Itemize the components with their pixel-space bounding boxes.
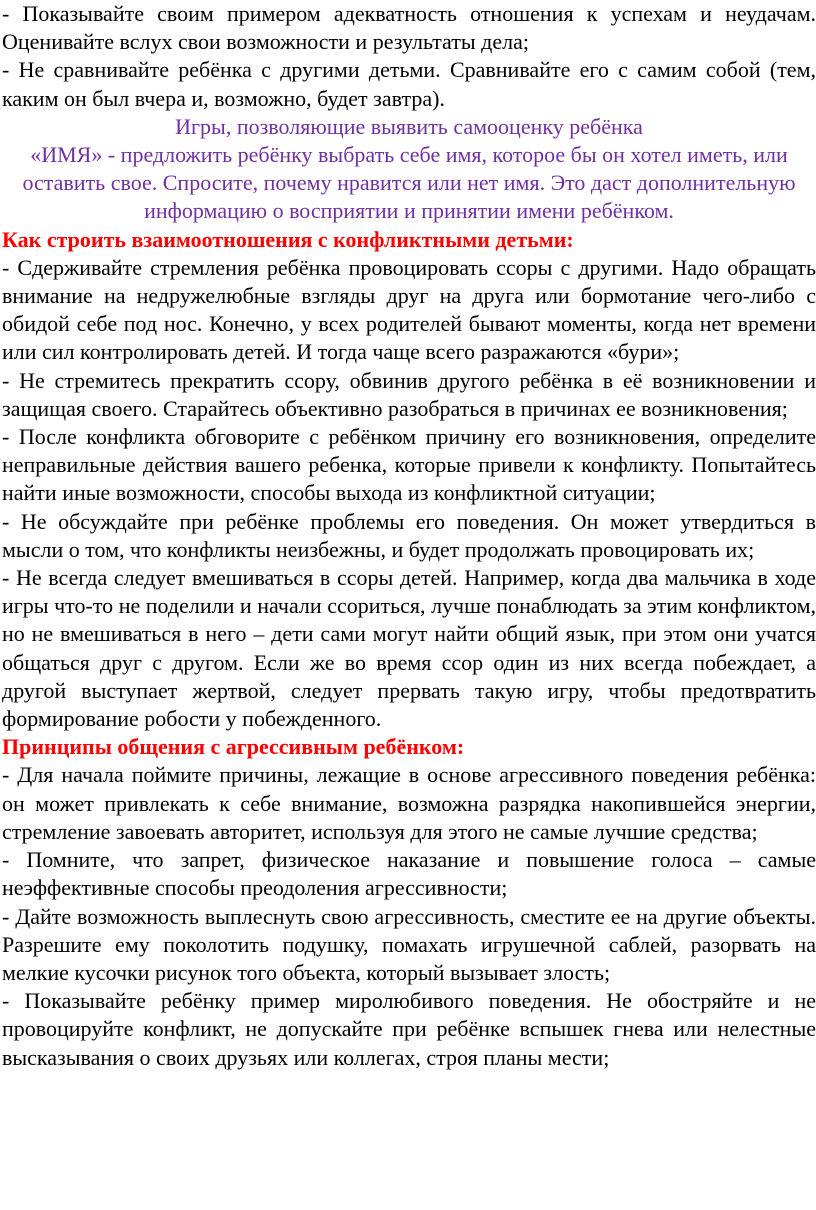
intro-paragraph-2: - Не сравнивайте ребёнка с другими детьми. Сравнивайте его с самим собой (тем, каким он был вчера и, возможно, будет завтра). xyxy=(2,57,816,111)
conflict-paragraph-1: - Сдерживайте стремления ребёнка провоцировать ссоры с другими. Надо обращать внимание на недружелюбные взгляды друг на друга или бормотание чего-либо с обидой себе под нос. Конечно, у всех родителей бывают моменты, когда нет времени или сил контролировать детей. И тогда чаще всего разражаются «бури»; xyxy=(2,254,816,365)
conflict-heading: Как строить взаимоотношения с конфликтными детьми: xyxy=(2,226,574,252)
games-text: «ИМЯ» - предложить ребёнку выбрать себе имя, которое бы он хотел иметь, или оставить свое. Спросите, почему нравится или нет имя. Это даст дополнительную информацию о восприятии и принятии имени ребёнком. xyxy=(22,142,796,224)
conflict-paragraph-4: - Не обсуждайте при ребёнке проблемы его поведения. Он может утвердиться в мысли о том, что конфликты неизбежны, и будет продолжать провоцировать их; xyxy=(2,508,816,562)
aggression-paragraph-2: - Помните, что запрет, физическое наказание и повышение голоса – самые неэффективные способы преодоления агрессивности; xyxy=(2,847,816,901)
aggression-heading: Принципы общения с агрессивным ребёнком: xyxy=(2,734,465,760)
conflict-paragraph-3: - После конфликта обговорите с ребёнком причину его возникновения, определите неправильные действия вашего ребенка, которые привели к конфликту. Попытайтесь найти иные возможности, способы выхода из конфликтной ситуации; xyxy=(2,424,816,506)
conflict-paragraph-2: - Не стремитесь прекратить ссору, обвинив другого ребёнка в её возникновении и защищая своего. Старайтесь объективно разобраться в причинах ее возникновения; xyxy=(2,367,816,421)
aggression-paragraph-3: - Дайте возможность выплеснуть свою агрессивность, сместите ее на другие объекты. Разрешите ему поколотить подушку, помахать игрушечной саблей, разорвать на мелкие кусочки рисунок того объекта, который вызывает злость; xyxy=(2,903,816,985)
aggression-paragraph-4: - Показывайте ребёнку пример миролюбивого поведения. Не обостряйте и не провоцируйте конфликт, не допускайте при ребёнке вспышек гнева или нелестные высказывания о своих друзьях или коллегах, строя планы мести; xyxy=(2,988,816,1070)
games-title: Игры, позволяющие выявить самооценку ребёнка xyxy=(175,113,643,139)
aggression-paragraph-1: - Для начала поймите причины, лежащие в основе агрессивного поведения ребёнка: он может привлекать к себе внимание, возможна разрядка накопившейся энергии, стремление завоевать авторитет, используя для этого не самые лучшие средства; xyxy=(2,762,816,844)
intro-paragraph-1: - Показывайте своим примером адекватность отношения к успехам и неудачам. Оценивайте вслух свои возможности и результаты дела; xyxy=(2,1,816,55)
conflict-paragraph-5: - Не всегда следует вмешиваться в ссоры детей. Например, когда два мальчика в ходе игры что-то не поделили и начали ссориться, лучше понаблюдать за этим конфликтом, но не вмешиваться в него – дети сами могут найти общий язык, при этом они учатся общаться друг с другом. Если же во время ссор один из них всегда побеждает, а другой выступает жертвой, следует прервать такую игру, чтобы предотвратить формирование робости у побежденного. xyxy=(2,565,816,732)
